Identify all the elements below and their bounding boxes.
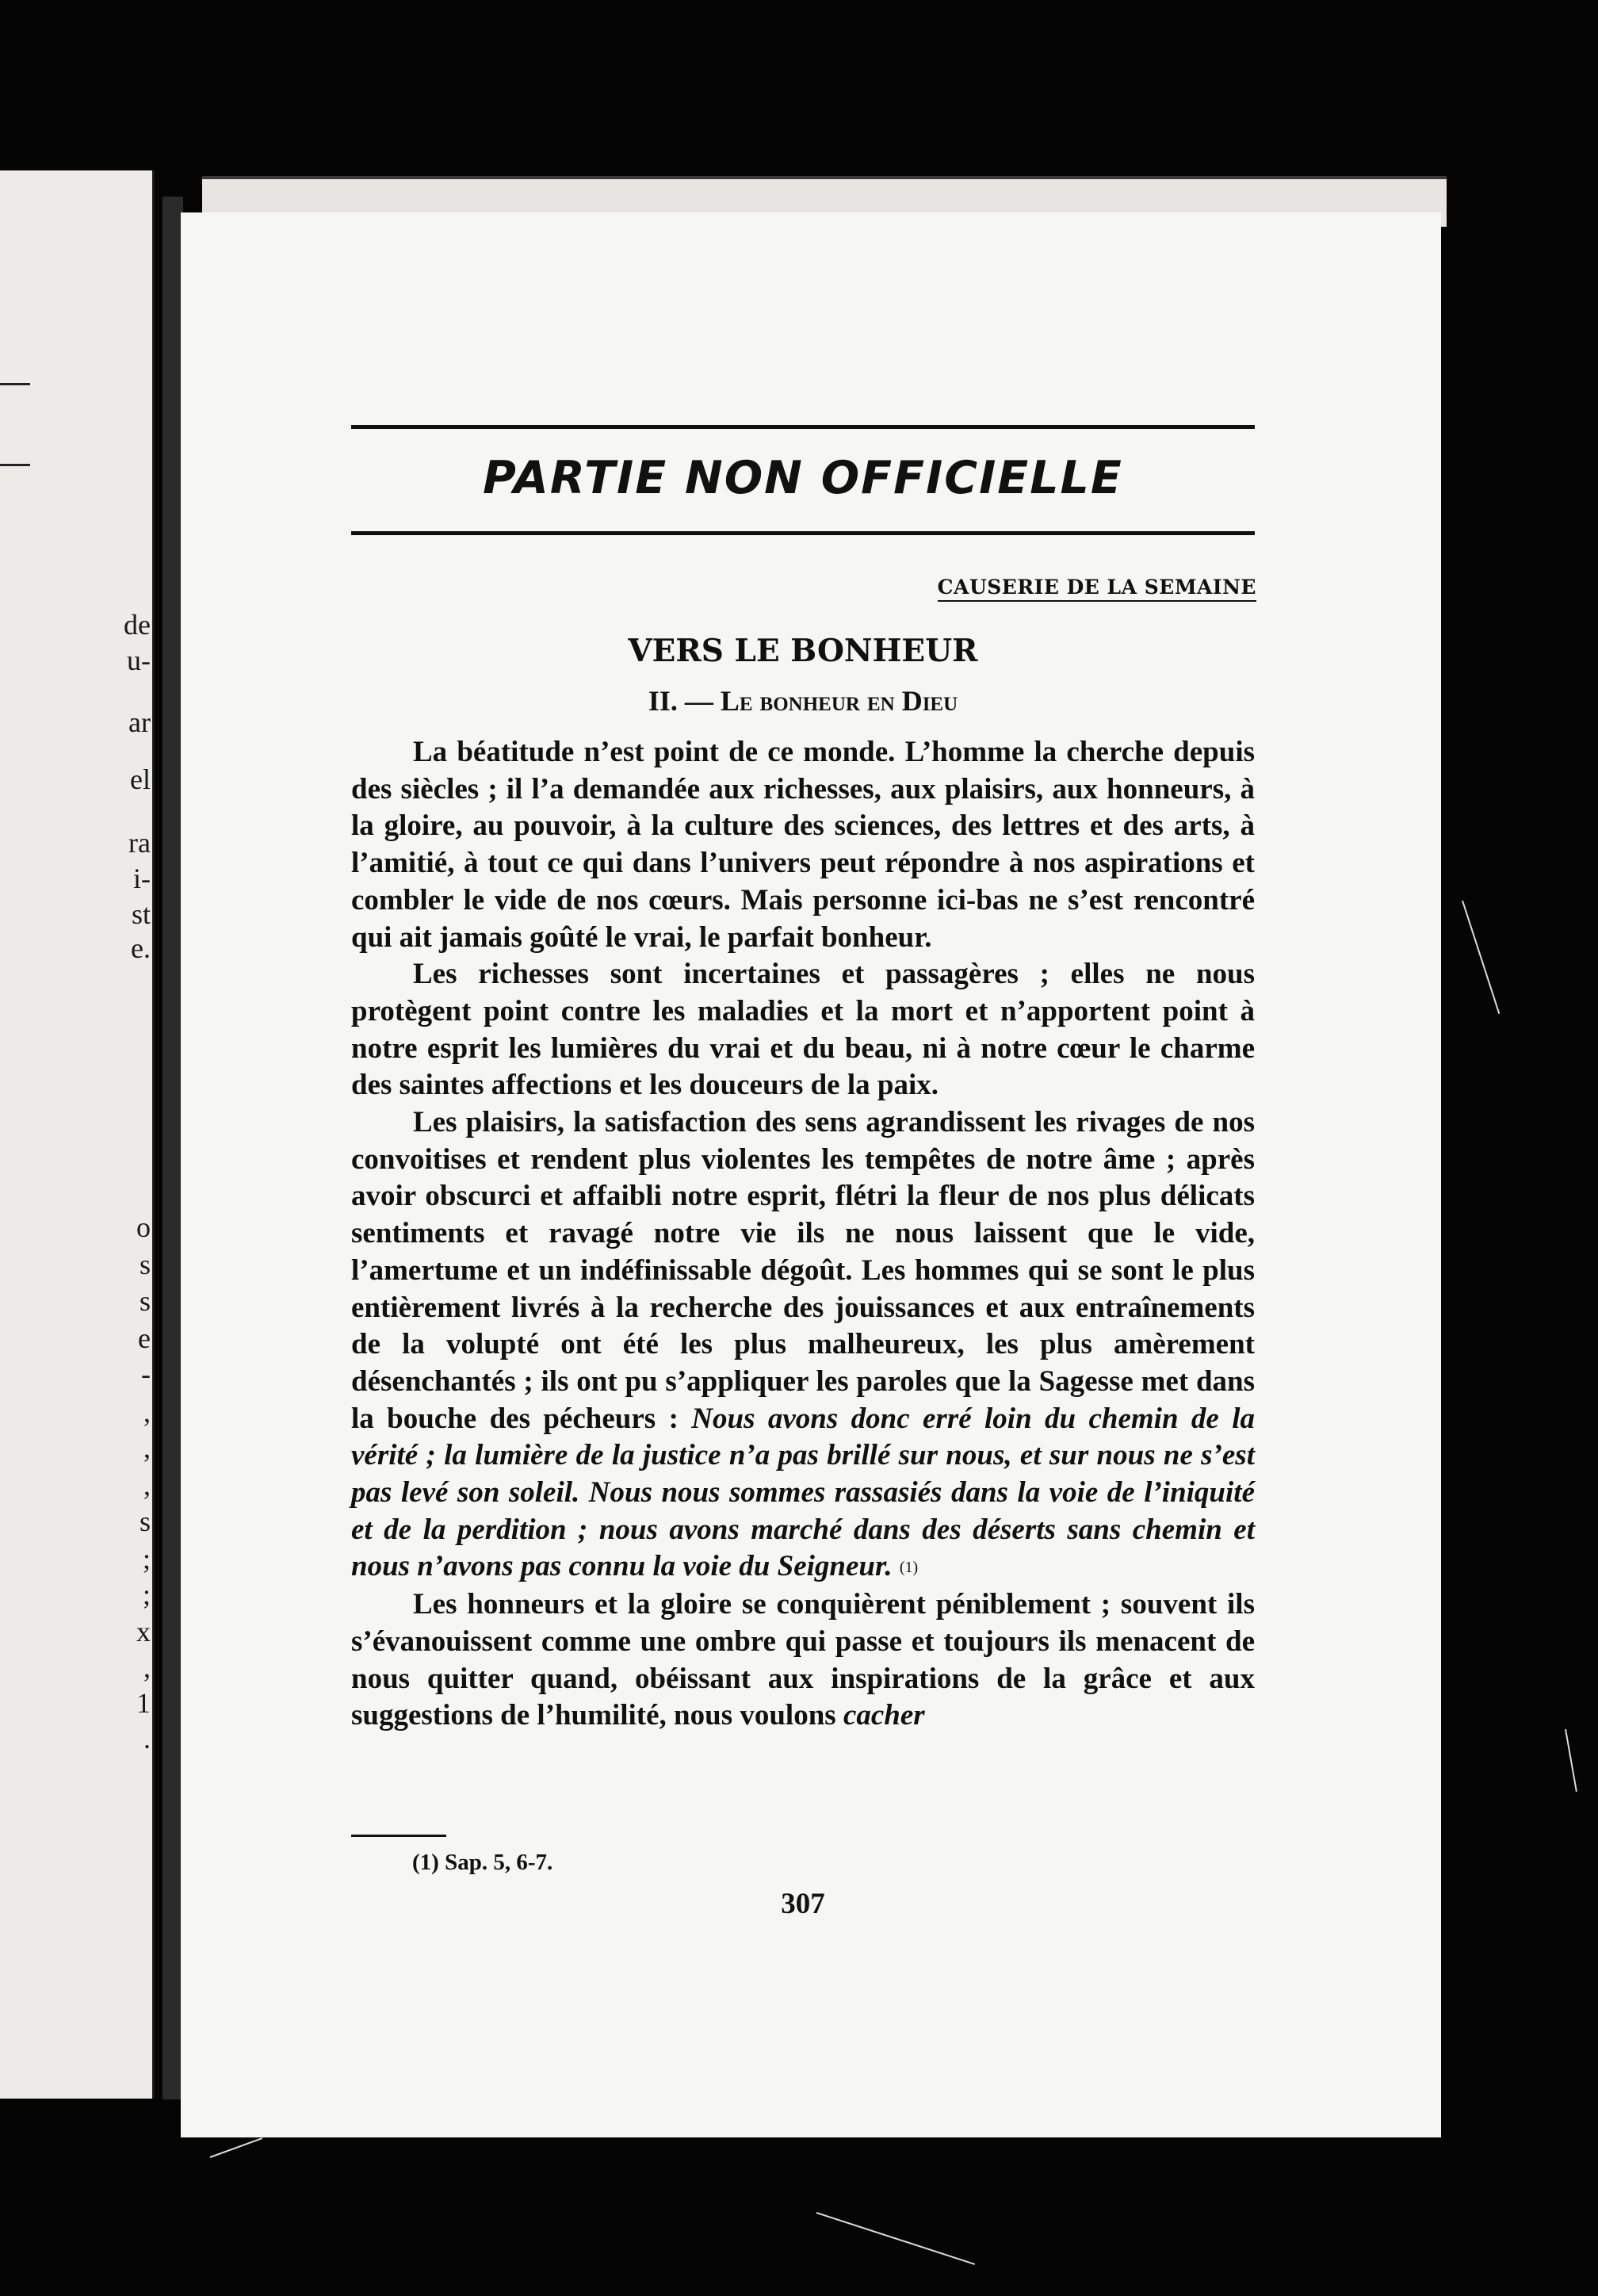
footnote-reference: (1)	[899, 1559, 919, 1577]
article-subtitle	[351, 684, 1255, 718]
facing-page-fragment: e	[138, 1322, 151, 1354]
footnote: (1) Sap. 5, 6-7.	[412, 1850, 553, 1875]
rubric-label: CAUSERIE DE LA SEMAINE	[938, 576, 1256, 602]
article-body	[351, 734, 1255, 1735]
facing-page-fragment: ,	[143, 1469, 151, 1501]
subtitle-number: II. —	[648, 685, 713, 717]
article-title: VERS LE BONHEUR	[628, 633, 978, 669]
paragraph: La béatitude n’est point de ce monde. L’homme la cherche depuis des siècles ; il l’a demandée aux richesses, aux plaisirs, aux honneurs, à la gloire, au pouvoir, à la culture des sciences, des lettres et des arts, à l’amitié, à tout ce qui dans l’univers peut répondre à nos aspirations et combler le vide de nos cœurs. Mais personne ici-bas ne s’est rencontré qui ait jamais goûté le vrai, le parfait bonheur.	[351, 736, 1255, 954]
facing-page	[0, 170, 155, 2099]
facing-page-rule	[0, 383, 30, 385]
facing-page-fragment: o	[136, 1211, 151, 1243]
facing-page-fragment: .	[143, 1723, 151, 1755]
facing-page-fragment: 1	[136, 1687, 151, 1719]
facing-page-rule	[0, 464, 30, 466]
paragraph: Les richesses sont incertaines et passagères ; elles ne nous protègent point contre les maladies et la mort et n’apportent point à notre esprit les lumières du vrai et du beau, ni à notre cœur le charme des saintes affections et les douceurs de la paix.	[351, 958, 1255, 1102]
paragraph-text: Les plaisirs, la satisfaction des sens agrandissent les rivages de nos convoitises et rendent plus violentes les tempêtes de notre âme ; après avoir obscurci et affaibli notre esprit, flétri la fleur de nos plus délicats sentiments et ravagé notre vie ils ne nous laissent que le vide, l’amertume et un indéfinissable dégoût. Les hommes qui se sont le plus entièrement livrés à la recherche des jouissances et aux entraînements de la volupté ont été les plus malheureux, les plus amèrement désenchantés ; ils ont pu s’appliquer les paroles que la Sagesse met dans la bouche des pécheurs :	[351, 1106, 1255, 1435]
facing-page-fragment: s	[139, 1506, 151, 1537]
facing-page-fragment: st	[131, 898, 151, 930]
header-rule-top	[351, 425, 1255, 429]
scan-scratch	[816, 2212, 975, 2265]
facing-page-fragment: ;	[142, 1578, 151, 1610]
facing-page-fragment: ra	[128, 827, 151, 859]
page-number: 307	[781, 1888, 825, 1920]
scripture-quote: Nous avons donc erré loin du chemin de la vérité ; la lumière de la justice n’a pas brillé sur nous, et sur nous ne s’est pas levé son soleil. Nous nous sommes rassasiés dans la voie de l’iniquité et de la perdition ; nous avons marché dans des déserts sans chemin et nous n’avons pas connu la voie du Seigneur.	[351, 1402, 1255, 1583]
paragraph	[351, 1586, 1255, 1735]
facing-page-fragment: -	[141, 1358, 151, 1390]
facing-page-fragment: ar	[128, 706, 151, 738]
facing-page-fragment: x	[136, 1616, 151, 1647]
facing-page-fragment: ;	[142, 1543, 151, 1575]
facing-page-fragment: s	[139, 1285, 151, 1317]
paragraph	[351, 1104, 1255, 1586]
document-page	[181, 212, 1441, 2137]
subtitle-text: Le bonheur en Dieu	[720, 685, 958, 717]
facing-page-fragment: i-	[133, 863, 151, 894]
paragraph-text: Les honneurs et la gloire se conquièrent péniblement ; souvent ils s’évanouissent comme une ombre qui passe et toujours ils menacent de nous quitter quand, obéissant aux inspirations de la grâce et aux suggestions de l’humilité, nous voulons	[351, 1588, 1255, 1732]
header-rule-bottom	[351, 531, 1255, 535]
facing-page-fragment: e.	[131, 932, 151, 964]
scan-scratch	[1565, 1729, 1577, 1792]
facing-page-fragment: ,	[143, 1651, 151, 1683]
facing-page-fragment: ,	[143, 1396, 151, 1428]
scan-scratch	[210, 2137, 262, 2158]
section-title: PARTIE NON OFFICIELLE	[483, 452, 1123, 504]
facing-page-fragment: de	[124, 609, 151, 641]
scan-scratch	[1462, 901, 1500, 1014]
paragraph-end-italic: cacher	[843, 1699, 925, 1732]
facing-page-fragment: ,	[143, 1432, 151, 1464]
facing-page-fragment: s	[139, 1249, 151, 1280]
facing-page-fragment: el	[130, 763, 151, 795]
facing-page-fragment: u-	[127, 645, 151, 676]
footnote-rule	[351, 1835, 446, 1837]
